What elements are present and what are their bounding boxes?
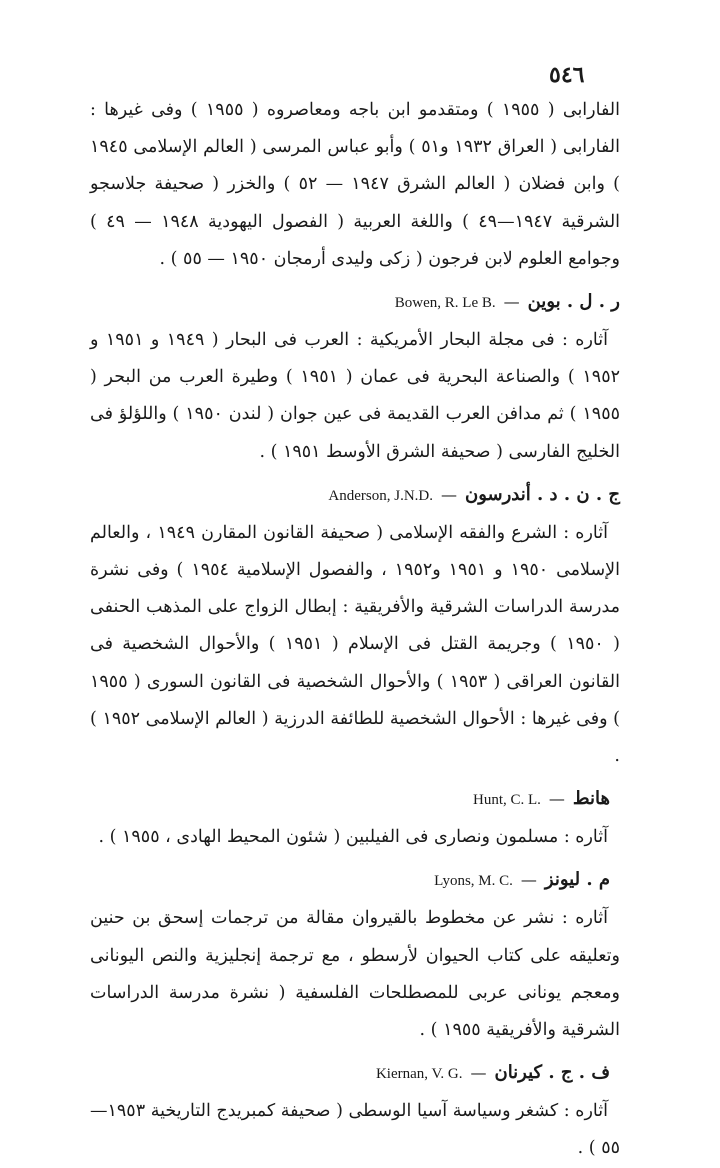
- continuation-paragraph: الفارابى ( ١٩٥٥ ) ومتقدمو ابن باجه ومعاصروه ( ١٩٥٥ ) وفى غيرها : الفارابى ( العراق ١٩٣٢ و٥١ ) وأبو عباس المرسى ( العالم الإسلامى ١٩٤٥ ) وابن فضلان ( العالم الشرق ١٩٤٧ — ٥٢ ) والخزر ( صحيفة جلاسجو الشرقية ١٩٤٧—٤٩ ) واللغة العربية ( الفصول اليهودية ١٩٤٨ — ٤٩ ) وجوامع العلوم لابن فرجون ( زكى وليدى أرمجان ١٩٥٠ — ٥٥ ) .: [90, 100, 621, 269]
- author-name-arabic: ر . ل . بوين: [527, 291, 620, 313]
- author-separator: —: [503, 292, 520, 312]
- author-heading: [90, 779, 620, 819]
- author-separator: —: [520, 870, 537, 890]
- author-name-arabic: هانط: [572, 788, 610, 810]
- author-works-paragraph: آثاره : مسلمون ونصارى فى الفيلبين ( شئون المحيط الهادى ، ١٩٥٥ ) .: [98, 827, 608, 848]
- author-name-latin: Lyons, M. C.: [434, 873, 513, 890]
- page-body: [90, 92, 620, 1168]
- author-works-paragraph: آثاره : نشر عن مخطوط بالقيروان مقالة من ترجمات إسحق بن حنين وتعليقه على كتاب الحيوان لأرسطو ، مع ترجمة إنجليزية والنص اليونانى ومعجم يونانى عربى للمصطلحات الفلسفية ( نشرة مدرسة الدراسات الشرقية والأفريقية ١٩٥٥ ) .: [90, 908, 620, 1041]
- author-separator: —: [548, 789, 565, 809]
- author-name-arabic: ج . ن . د . أندرسون: [464, 483, 620, 505]
- author-separator: —: [440, 484, 457, 504]
- author-works-paragraph: آثاره : فى مجلة البحار الأمريكية : العرب فى البحار ( ١٩٤٩ و ١٩٥١ و ١٩٥٢ ) والصناعة البحرية فى عمان ( ١٩٥١ ) وطيرة العرب من البحر ( ١٩٥٥ ) ثم مدافن العرب القديمة فى عين جوان ( لندن ١٩٥٠ ) واللؤلؤ فى الخليج الفارسى ( صحيفة الشرق الأوسط ١٩٥١ ) .: [90, 330, 621, 462]
- author-heading: [90, 1053, 620, 1093]
- author-works-paragraph: آثاره : كشغر وسياسة آسيا الوسطى ( صحيفة كمبريدج التاريخية ١٩٥٣— ٥٥ ) .: [90, 1101, 620, 1159]
- author-name-arabic: ف . ج . كيرنان: [494, 1062, 610, 1084]
- author-heading: [90, 282, 620, 322]
- author-name-arabic: م . ليونز: [544, 869, 610, 891]
- author-works-paragraph: آثاره : الشرع والفقه الإسلامى ( صحيفة القانون المقارن ١٩٤٩ ، والعالم الإسلامى ١٩٥٠ و ١٩٥١ و١٩٥٢ ، والفصول الإسلامية ١٩٥٤ ) وفى نشرة مدرسة الدراسات الشرقية والأفريقية : إبطال الزواج على المذهب الحنفى ( ١٩٥٠ ) وجريمة القتل فى الإسلام ( ١٩٥١ ) والأحوال الشخصية فى القانون العراقى ( ١٩٥٣ ) والأحوال الشخصية فى القانون السورى ( ١٩٥٥ ) وفى غيرها : الأحوال الشخصية للطائفة الدرزية ( العالم الإسلامى ١٩٥٢ ) .: [90, 522, 621, 767]
- author-name-latin: Anderson, J.N.D.: [328, 487, 433, 504]
- author-heading: [90, 475, 620, 515]
- page-number: ٥٤٦: [549, 62, 585, 88]
- author-name-latin: Kiernan, V. G.: [375, 1066, 463, 1083]
- author-name-latin: Bowen, R. Le B.: [394, 295, 496, 312]
- author-separator: —: [470, 1063, 487, 1083]
- author-name-latin: Hunt, C. L.: [473, 792, 541, 809]
- author-heading: [90, 860, 620, 900]
